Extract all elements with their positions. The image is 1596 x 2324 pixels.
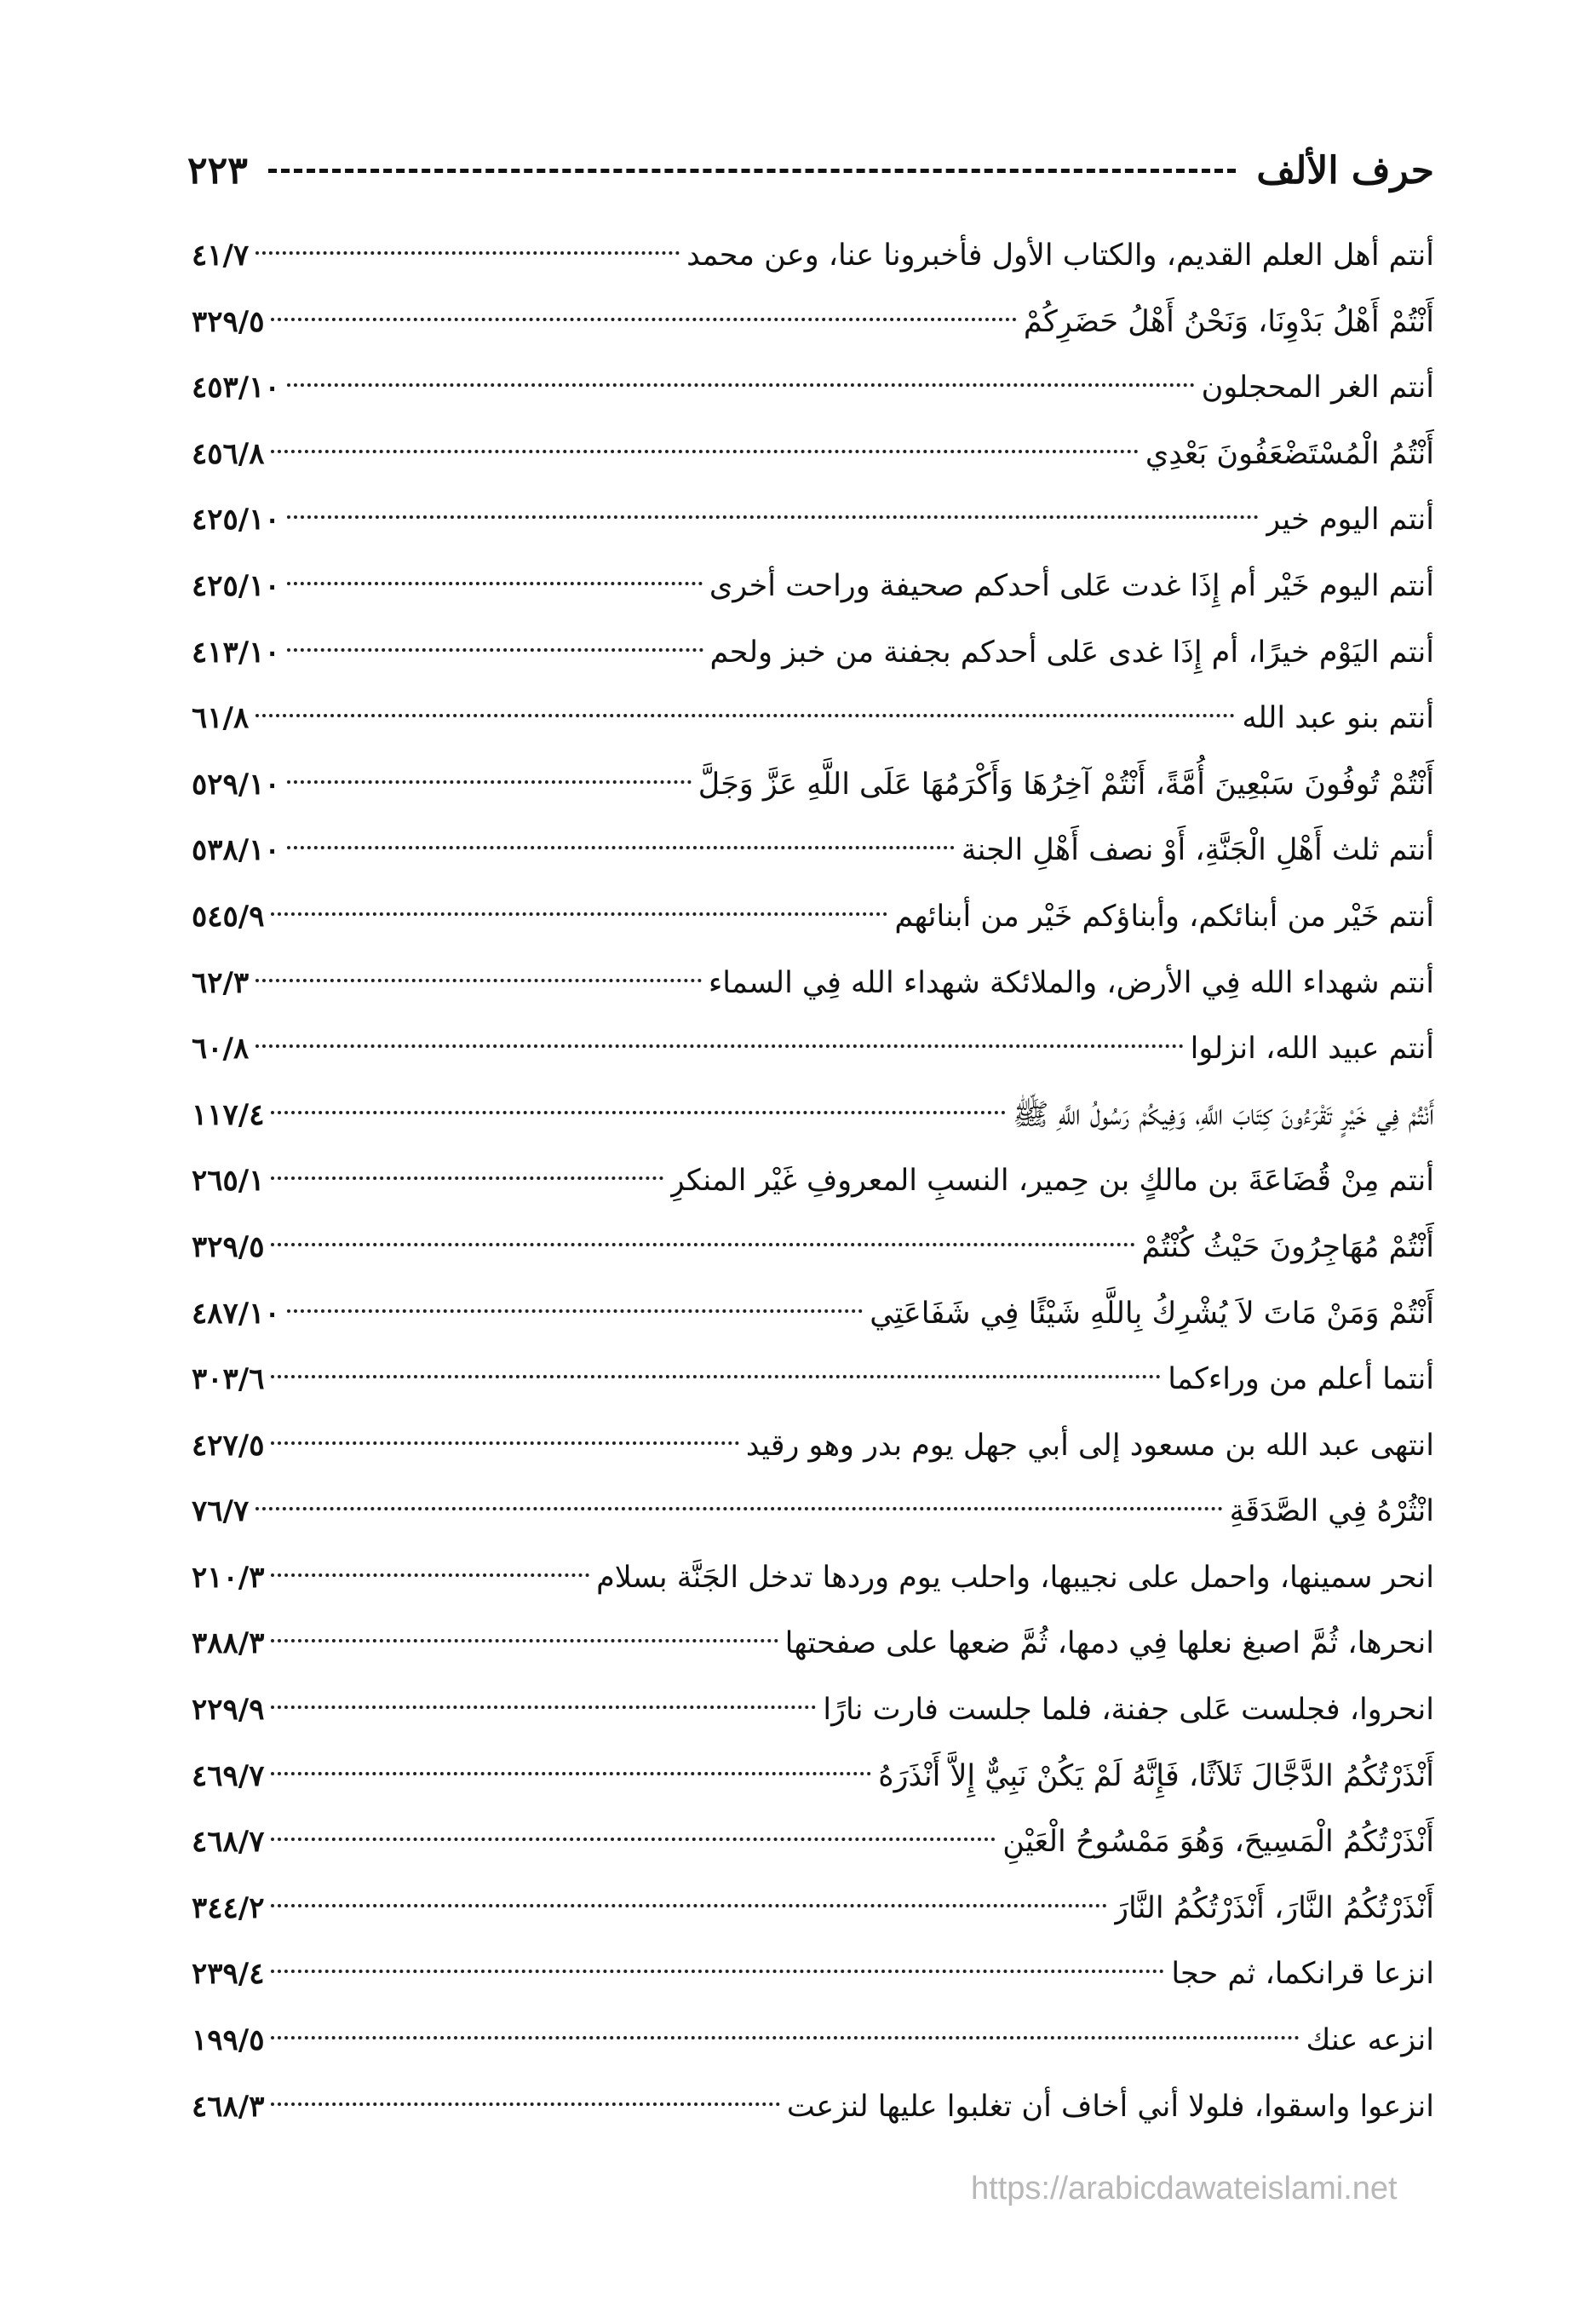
entry-text: أنتم بنو عبد الله [1242, 701, 1434, 736]
entry-reference: ٤٦٨/٧ [192, 1825, 265, 1860]
leader-dots [287, 1309, 863, 1313]
index-entry [192, 1677, 1434, 1744]
entry-reference: ٢٣٩/٤ [192, 1957, 265, 1992]
entry-reference: ٤٢٧/٥ [192, 1428, 265, 1463]
index-entry [192, 1876, 1434, 1942]
leader-dots [271, 318, 1016, 321]
entry-reference: ٥٤٥/٩ [192, 899, 265, 934]
watermark-url: https://arabicdawateislami.net [971, 2171, 1398, 2206]
leader-dots [255, 714, 1235, 717]
index-entry [192, 620, 1434, 687]
index-entry [192, 355, 1434, 422]
entry-text: أَنْتُمُ الْمُسْتَضْعَفُونَ بَعْدِي [1145, 436, 1434, 471]
entry-text: أَنْتُمْ فِي خَيْرٍ تَقْرَءُونَ كِتَابَ اللَّهِ، وَفِيكُمْ رَسُولُ اللَّهِ ﷺ [1013, 1097, 1434, 1132]
header-dashed-rule [268, 169, 1236, 173]
leader-dots [287, 582, 703, 585]
page-header [187, 141, 1434, 200]
index-entry [192, 1083, 1434, 1149]
index-entry [192, 1148, 1434, 1215]
leader-dots [287, 780, 692, 784]
entry-reference: ٦١/٨ [192, 701, 250, 736]
entry-reference: ٣٢٩/٥ [192, 304, 265, 339]
entry-reference: ٢٦٥/١ [192, 1164, 265, 1199]
hadith-index-list [192, 223, 1434, 2140]
entry-text: انحروا، فجلست عَلى جفنة، فلما جلست فارت نارًا [823, 1693, 1434, 1728]
entry-reference: ٦٢/٣ [192, 965, 250, 1000]
leader-dots [271, 1838, 996, 1841]
entry-text: أنتم اليوم خَيْر أم إِذَا غدت عَلى أحدكم صحيفة وراحت أخرى [709, 568, 1434, 603]
index-entry [192, 487, 1434, 554]
entry-reference: ٢٢٩/٩ [192, 1693, 265, 1728]
entry-text: انزعوا واسقوا، فلولا أني أخاف أن تغلبوا عليها لنزعت [786, 2089, 1434, 2124]
index-entry [192, 1347, 1434, 1413]
entry-text: أنتم الغر المحجلون [1201, 371, 1434, 406]
leader-dots [271, 2036, 1299, 2039]
leader-dots [271, 450, 1138, 453]
entry-text: أَنْتُمْ أَهْلُ بَدْوِنَا، وَنَحْنُ أَهْلُ حَضَرِكُمْ [1023, 304, 1434, 339]
index-entry [192, 1611, 1434, 1677]
index-entry [192, 818, 1434, 884]
entry-reference: ٦٠/٨ [192, 1032, 250, 1067]
index-entry [192, 686, 1434, 752]
entry-text: أَنْذَرْتُكُمُ الدَّجَّالَ ثَلاَثًا، فَإِنَّهُ لَمْ يَكُنْ نَبِيٌّ إِلاَّ أَنْذَرَهُ [878, 1758, 1434, 1793]
entry-reference: ٤٢٥/١٠ [192, 503, 280, 538]
entry-text: أنتم عبيد الله، انزلوا [1190, 1032, 1434, 1067]
entry-reference: ١٩٩/٥ [192, 2023, 265, 2058]
entry-text: أنتم ثلث أَهْلِ الْجَنَّةِ، أَوْ نصف أَهْلِ الجنة [961, 833, 1434, 868]
entry-reference: ٣٠٣/٦ [192, 1362, 265, 1397]
index-entry [192, 2008, 1434, 2074]
index-entry [192, 1941, 1434, 2008]
entry-text: أنتم أهل العلم القديم، والكتاب الأول فأخبرونا عنا، وعن محمد [686, 239, 1434, 273]
entry-reference: ٤٥٣/١٠ [192, 371, 280, 406]
section-title: حرف الألف [1256, 148, 1434, 193]
leader-dots [255, 251, 680, 255]
index-entry [192, 1744, 1434, 1810]
entry-reference: ٤١/٧ [192, 239, 250, 273]
entry-reference: ٤١٣/١٠ [192, 635, 280, 670]
index-entry [192, 223, 1434, 290]
entry-reference: ٤٦٨/٣ [192, 2089, 265, 2124]
entry-text: أنتم خَيْر من أبنائكم، وأبناؤكم خَيْر من أبنائهم [894, 899, 1434, 934]
entry-reference: ٣٨٨/٣ [192, 1626, 265, 1661]
leader-dots [271, 912, 887, 916]
entry-reference: ٤٥٦/٨ [192, 436, 265, 471]
leader-dots [287, 648, 703, 652]
entry-text: أَنْذَرْتُكُمُ النَّارَ، أَنْذَرْتُكُمُ النَّارَ [1114, 1890, 1434, 1925]
leader-dots [271, 1904, 1107, 1907]
index-entry [192, 554, 1434, 620]
entry-reference: ٤٦٩/٧ [192, 1758, 265, 1793]
leader-dots [271, 2103, 779, 2106]
entry-text: أَنْذَرْتُكُمُ الْمَسِيحَ، وَهُوَ مَمْسُوحُ الْعَيْنِ [1002, 1825, 1434, 1860]
entry-text: أنتم اليَوْم خيرًا، أم إِذَا غدى عَلى أحدكم بجفنة من خبز ولحم [709, 635, 1434, 670]
index-entry [192, 1545, 1434, 1612]
index-entry [192, 1215, 1434, 1281]
leader-dots [271, 1970, 1164, 1973]
leader-dots [287, 846, 955, 849]
entry-text: انحرها، ثُمَّ اصبغ نعلها فِي دمها، ثُمَّ ضعها على صفحتها [784, 1626, 1434, 1661]
leader-dots [271, 1441, 738, 1445]
leader-dots [271, 1176, 663, 1180]
leader-dots [271, 1375, 1161, 1378]
entry-reference: ٣٢٩/٥ [192, 1229, 265, 1264]
entry-text: أنتما أعلم من وراءكما [1168, 1362, 1434, 1397]
entry-text: انتهى عبد الله بن مسعود إلى أبي جهل يوم بدر وهو رقيد [745, 1428, 1434, 1463]
leader-dots [271, 1772, 871, 1775]
entry-text: انزعا قرانكما، ثم حجا [1171, 1957, 1434, 1992]
entry-text: انْثُرْهُ فِي الصَّدَقَةِ [1229, 1494, 1434, 1529]
entry-text: أنتم اليوم خير [1266, 503, 1434, 538]
entry-reference: ٥٣٨/١٠ [192, 833, 280, 868]
entry-reference: ٢١٠/٣ [192, 1560, 265, 1595]
index-entry [192, 884, 1434, 951]
leader-dots [271, 1573, 589, 1577]
entry-text: أَنْتُمْ تُوفُونَ سَبْعِينَ أُمَّةً، أَنْتُمْ آخِرُهَا وَأَكْرَمُهَا عَلَى اللَّهِ عَزَّ وَجَلَّ [698, 767, 1434, 802]
leader-dots [271, 1706, 816, 1709]
entry-reference: ٥٢٩/١٠ [192, 767, 280, 802]
index-entry [192, 422, 1434, 488]
entry-reference: ٣٤٤/٢ [192, 1890, 265, 1925]
index-entry [192, 290, 1434, 356]
index-entry [192, 1413, 1434, 1480]
page-number: ٢٢٣ [187, 148, 248, 193]
entry-reference: ٧٦/٧ [192, 1494, 250, 1529]
entry-reference: ٤٨٧/١٠ [192, 1296, 280, 1331]
leader-dots [255, 979, 702, 982]
entry-reference: ٤٢٥/١٠ [192, 568, 280, 603]
entry-text: أنتم شهداء الله فِي الأرض، والملائكة شهداء الله فِي السماء [708, 965, 1434, 1000]
index-entry [192, 1479, 1434, 1545]
index-entry [192, 1281, 1434, 1348]
entry-reference: ١١٧/٤ [192, 1097, 265, 1132]
entry-text: انزعه عنك [1306, 2023, 1434, 2058]
index-entry [192, 752, 1434, 819]
index-entry [192, 2074, 1434, 2141]
leader-dots [271, 1639, 778, 1642]
leader-dots [255, 1507, 1222, 1510]
leader-dots [271, 1243, 1134, 1246]
leader-dots [271, 1111, 1006, 1114]
entry-text: أَنْتُمْ وَمَنْ مَاتَ لاَ يُشْرِكُ بِاللَّهِ شَيْئًا فِي شَفَاعَتِي [870, 1296, 1434, 1331]
index-entry [192, 1809, 1434, 1876]
entry-text: أنتم مِنْ قُضَاعَةَ بن مالكٍ بن حِمير، النسبِ المعروفِ غَيْر المنكرِ [669, 1164, 1434, 1199]
index-entry [192, 1016, 1434, 1083]
leader-dots [287, 383, 1195, 387]
leader-dots [287, 515, 1259, 519]
entry-text: انحر سمينها، واحمل على نجيبها، واحلب يوم وردها تدخل الجَنَّة بسلام [596, 1560, 1434, 1595]
entry-text: أَنْتُمْ مُهَاجِرُونَ حَيْثُ كُنْتُمْ [1141, 1229, 1434, 1264]
leader-dots [255, 1044, 1183, 1048]
index-entry [192, 951, 1434, 1017]
